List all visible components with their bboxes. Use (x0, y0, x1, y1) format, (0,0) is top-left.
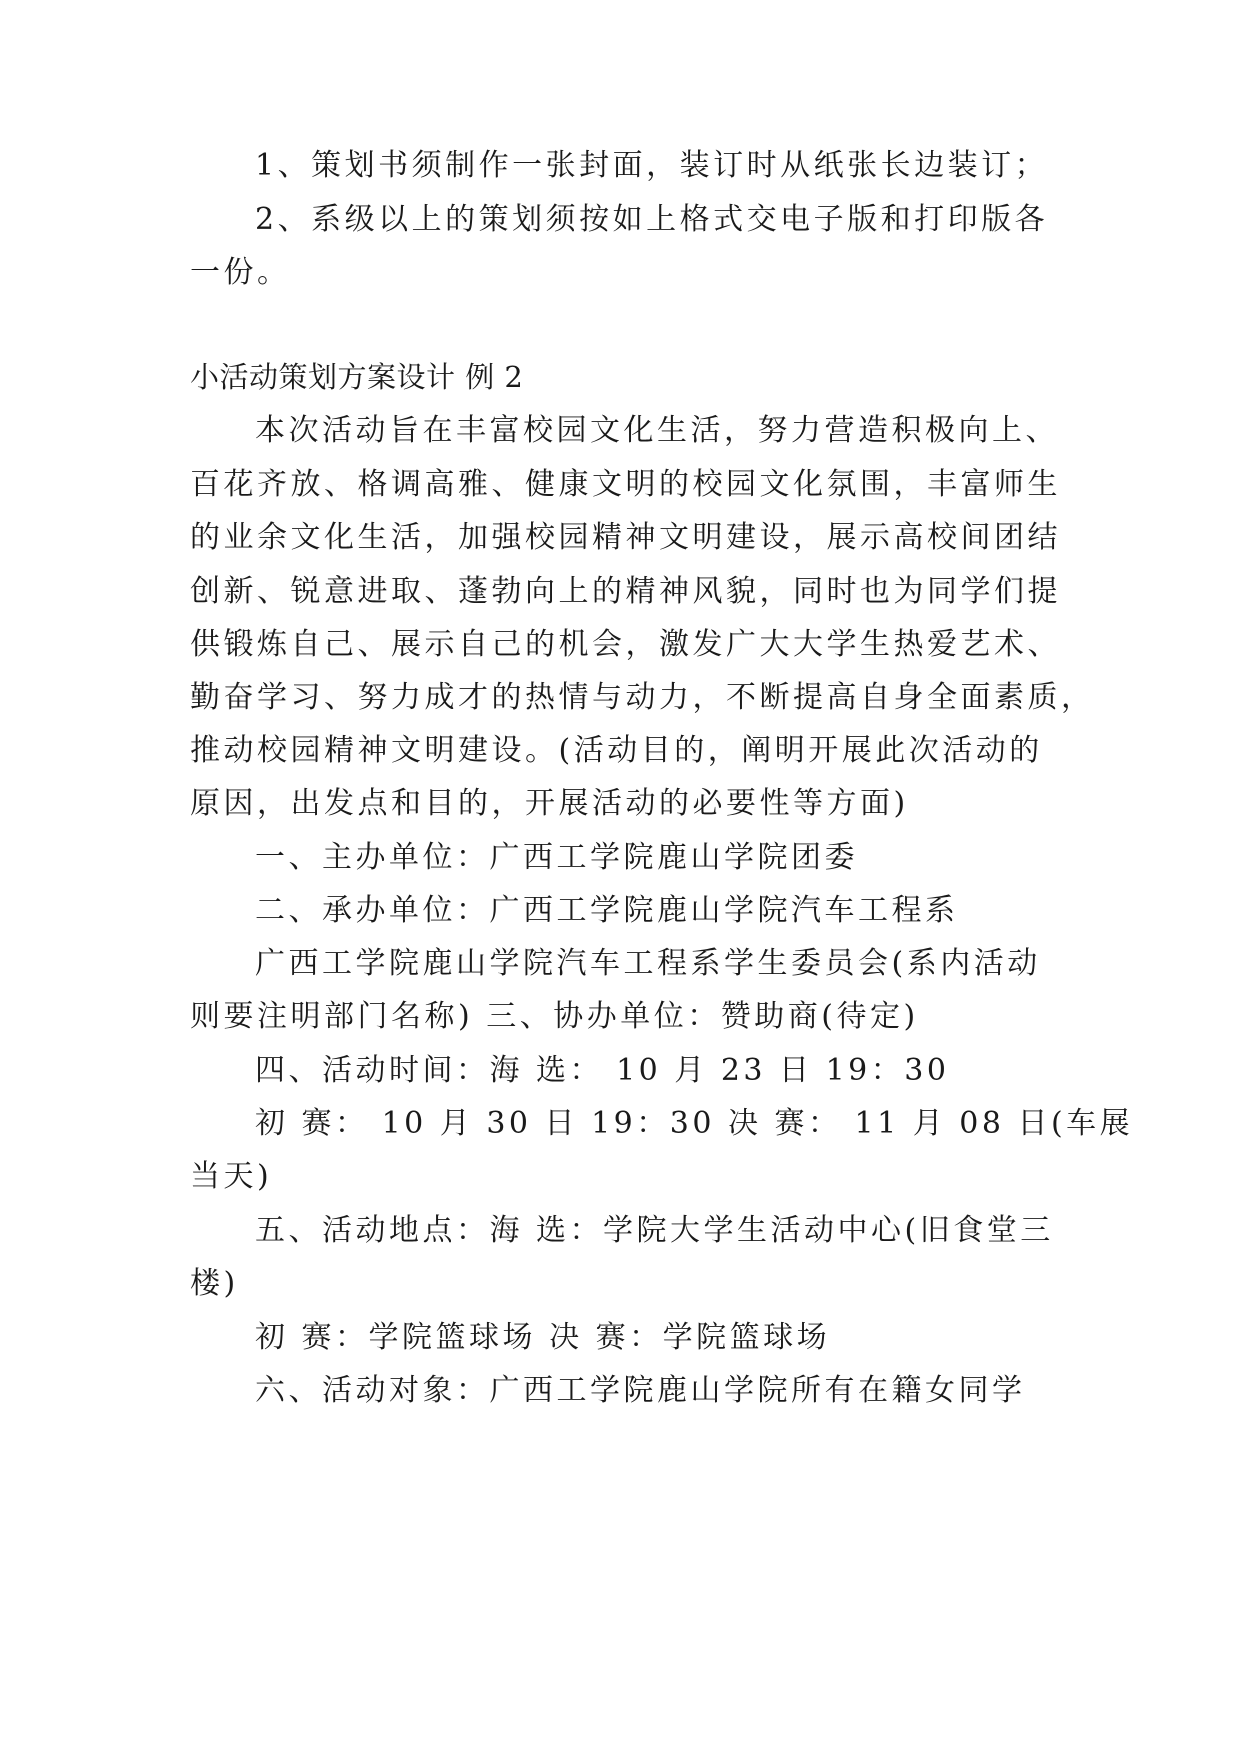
purpose-paragraph-line: 推动校园精神文明建设。(活动目的，阐明开展此次活动的 (190, 733, 1043, 768)
activity-location: 五、活动地点：海 选：学院大学生活动中心(旧食堂三 (255, 1213, 1054, 1248)
organizer-detail: 广西工学院鹿山学院汽车工程系学生委员会(系内活动 (255, 946, 1041, 981)
section-heading: 小活动策划方案设计 例 2 (190, 360, 524, 394)
requirement-2: 2、系级以上的策划须按如上格式交电子版和打印版各 (255, 202, 1049, 237)
activity-location-continued: 楼) (190, 1266, 239, 1301)
host-unit: 一、主办单位：广西工学院鹿山学院团委 (255, 840, 858, 875)
organizer-unit: 二、承办单位：广西工学院鹿山学院汽车工程系 (255, 893, 959, 928)
activity-time: 四、活动时间：海 选： 10 月 23 日 19：30 (255, 1053, 950, 1088)
activity-location-rounds: 初 赛：学院篮球场 决 赛：学院篮球场 (255, 1320, 831, 1355)
purpose-paragraph-line: 创新、锐意进取、蓬勃向上的精神风貌，同时也为同学们提 (190, 574, 1061, 609)
activity-time-rounds: 初 赛： 10 月 30 日 19：30 决 赛： 11 月 08 日(车展 (255, 1106, 1134, 1141)
requirement-2-continued: 一份。 (190, 255, 291, 290)
activity-time-rounds-continued: 当天) (190, 1159, 273, 1194)
purpose-paragraph-line: 原因，出发点和目的，开展活动的必要性等方面) (190, 786, 909, 821)
co-organizer: 则要注明部门名称) 三、协办单位：赞助商(待定) (190, 999, 919, 1034)
requirement-1: 1、策划书须制作一张封面，装订时从纸张长边装订； (255, 148, 1049, 183)
purpose-paragraph-line: 的业余文化生活，加强校园精神文明建设，展示高校间团结 (190, 520, 1061, 555)
purpose-paragraph-line: 百花齐放、格调高雅、健康文明的校园文化氛围，丰富师生 (190, 467, 1061, 502)
activity-participants: 六、活动对象：广西工学院鹿山学院所有在籍女同学 (255, 1373, 1026, 1408)
purpose-paragraph-line: 勤奋学习、努力成才的热情与动力，不断提高自身全面素质， (190, 680, 1095, 715)
purpose-paragraph-line: 供锻炼自己、展示自己的机会，激发广大大学生热爱艺术、 (190, 627, 1061, 662)
purpose-paragraph-line: 本次活动旨在丰富校园文化生活，努力营造积极向上、 (255, 413, 1059, 448)
